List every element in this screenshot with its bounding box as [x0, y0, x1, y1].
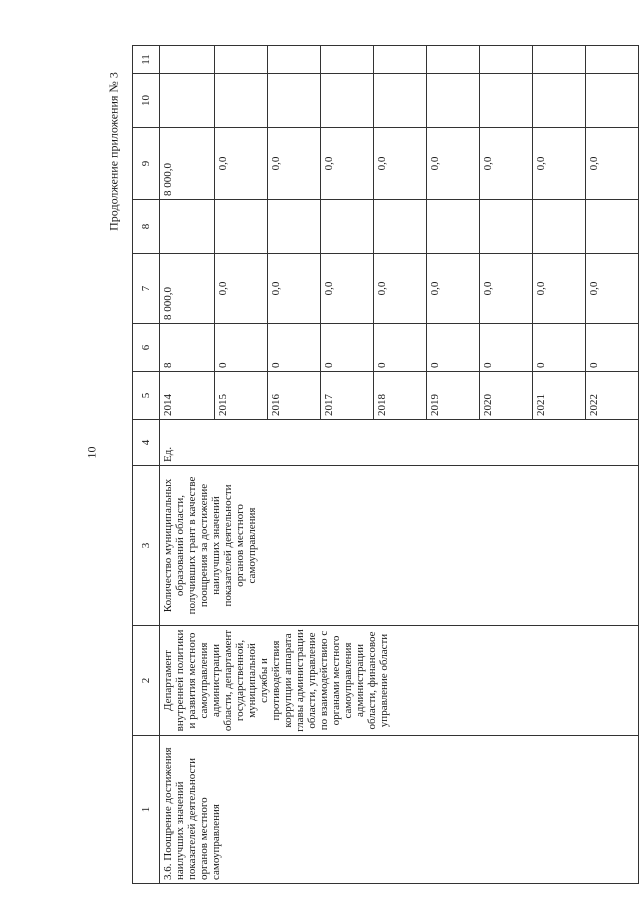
empty-cell — [215, 74, 268, 128]
header-cell: 10 — [133, 74, 160, 128]
empty-cell — [268, 200, 321, 254]
value-cell: 0,0 — [586, 128, 639, 200]
value-cell: 0,0 — [215, 128, 268, 200]
value-cell: 8 — [160, 324, 215, 372]
year-cell: 2016 — [268, 372, 321, 420]
header-cell: 9 — [133, 128, 160, 200]
empty-cell — [374, 46, 427, 74]
empty-cell — [374, 200, 427, 254]
value-cell: 0,0 — [374, 254, 427, 324]
value-cell: 0 — [533, 324, 586, 372]
value-cell: 0 — [427, 324, 480, 372]
empty-cell — [374, 74, 427, 128]
header-cell: 5 — [133, 372, 160, 420]
value-cell: 0,0 — [321, 128, 374, 200]
value-cell: 0,0 — [268, 128, 321, 200]
value-cell: 0,0 — [427, 254, 480, 324]
empty-cell — [427, 200, 480, 254]
indicator-cell: Количество муниципальных образований области, получивших грант в качестве поощрения за достижение наилучших значений показателей деятельности органов местного самоуправления — [160, 466, 639, 626]
empty-cell — [533, 200, 586, 254]
empty-cell — [160, 46, 215, 74]
empty-cell — [480, 74, 533, 128]
value-cell: 0,0 — [533, 254, 586, 324]
value-cell: 8 000,0 — [160, 254, 215, 324]
table-container — [132, 46, 606, 884]
page-number: 10 — [84, 446, 99, 459]
value-cell: 0,0 — [215, 254, 268, 324]
year-cell: 2022 — [586, 372, 639, 420]
value-cell: 0,0 — [480, 254, 533, 324]
header-cell: 6 — [133, 324, 160, 372]
unit-cell: Ед. — [160, 420, 639, 466]
empty-cell — [480, 200, 533, 254]
empty-cell — [268, 74, 321, 128]
empty-cell — [268, 46, 321, 74]
empty-cell — [215, 200, 268, 254]
value-cell: 0 — [215, 324, 268, 372]
value-cell: 0 — [321, 324, 374, 372]
header-cell: 11 — [133, 46, 160, 74]
value-cell: 0 — [268, 324, 321, 372]
year-cell: 2017 — [321, 372, 374, 420]
value-cell: 0,0 — [586, 254, 639, 324]
table-row — [160, 46, 215, 884]
header-cell: 4 — [133, 420, 160, 466]
value-cell: 0,0 — [268, 254, 321, 324]
year-cell: 2021 — [533, 372, 586, 420]
program-table — [132, 45, 639, 884]
header-cell: 8 — [133, 200, 160, 254]
header-cell: 3 — [133, 466, 160, 626]
year-cell: 2014 — [160, 372, 215, 420]
empty-cell — [480, 46, 533, 74]
value-cell: 0,0 — [321, 254, 374, 324]
empty-cell — [427, 46, 480, 74]
value-cell: 0 — [586, 324, 639, 372]
empty-cell — [321, 74, 374, 128]
empty-cell — [533, 46, 586, 74]
value-cell: 0,0 — [533, 128, 586, 200]
empty-cell — [586, 46, 639, 74]
year-cell: 2015 — [215, 372, 268, 420]
empty-cell — [321, 200, 374, 254]
executors-cell: Департамент внутренней политики и развития местного самоуправления администрации области, департамент государственной, муниципальной службы и противодействия коррупции аппарата главы администрации области, управление по взаимодействию с органами местного самоуправления администрации области, финансовое управление области — [160, 626, 639, 736]
year-cell: 2019 — [427, 372, 480, 420]
value-cell: 8 000,0 — [160, 128, 215, 200]
empty-cell — [427, 74, 480, 128]
value-cell: 0 — [480, 324, 533, 372]
year-cell: 2018 — [374, 372, 427, 420]
value-cell: 0 — [374, 324, 427, 372]
header-cell: 2 — [133, 626, 160, 736]
header-cell: 1 — [133, 736, 160, 884]
measure-name-cell: 3.6. Поощрение достижения наилучших значений показателей деятельности органов местного самоуправления — [160, 736, 639, 884]
empty-cell — [586, 74, 639, 128]
empty-cell — [160, 200, 215, 254]
empty-cell — [533, 74, 586, 128]
empty-cell — [215, 46, 268, 74]
header-row — [133, 46, 160, 884]
empty-cell — [586, 200, 639, 254]
header-cell: 7 — [133, 254, 160, 324]
empty-cell — [160, 74, 215, 128]
empty-cell — [321, 46, 374, 74]
year-cell: 2020 — [480, 372, 533, 420]
continuation-text: Продолжение приложения № 3 — [106, 72, 121, 231]
value-cell: 0,0 — [427, 128, 480, 200]
continuation-note — [104, 40, 124, 260]
value-cell: 0,0 — [480, 128, 533, 200]
value-cell: 0,0 — [374, 128, 427, 200]
